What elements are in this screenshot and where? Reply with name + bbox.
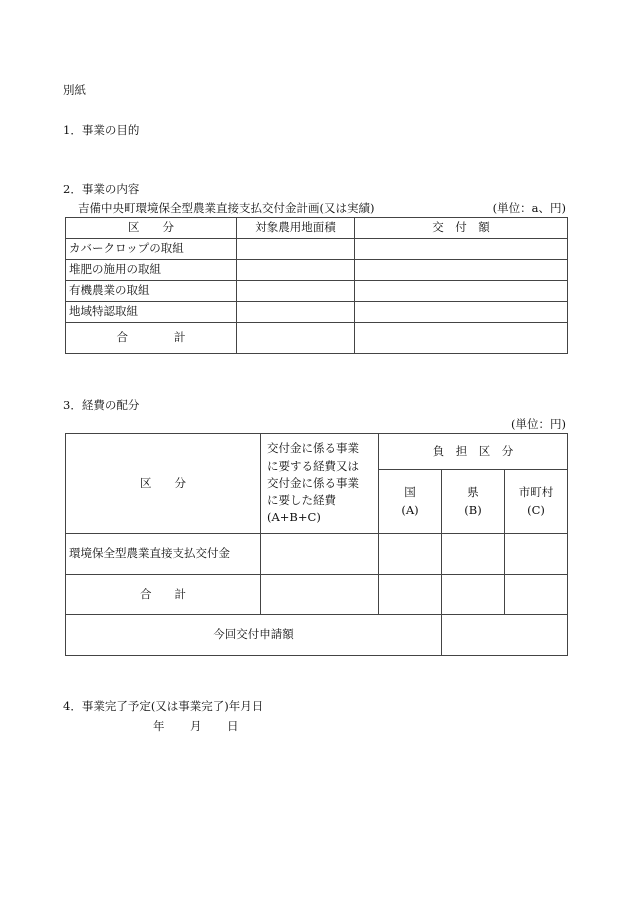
- burden-column-national: [379, 470, 442, 534]
- table-row: [66, 281, 568, 302]
- date-year: 年: [153, 719, 165, 733]
- attachment-label: 別紙: [63, 83, 86, 97]
- expense-cell: [261, 575, 379, 615]
- expense-cell: [442, 575, 505, 615]
- expense-cell: [442, 534, 505, 575]
- row-label: 堆肥の施用の取組: [66, 260, 237, 281]
- section3-heading: 3．経費の配分: [63, 398, 140, 412]
- expense-header-amount: [261, 434, 379, 534]
- area-cell: [237, 281, 355, 302]
- expense-header-line: 交付金に係る事業: [267, 475, 359, 490]
- expense-cell: [505, 575, 568, 615]
- section2-heading: 2．事業の内容: [63, 182, 140, 196]
- expense-header-line: に要する経費又は: [267, 458, 359, 473]
- burden-name: 国: [404, 485, 416, 500]
- burden-code: (B): [464, 502, 482, 517]
- amount-cell: [355, 239, 568, 260]
- section3-unit: (単位：円): [511, 417, 566, 431]
- request-amount-cell: [442, 615, 568, 656]
- expense-header-line: に要した経費: [267, 493, 336, 508]
- area-cell: [237, 302, 355, 323]
- total-area-cell: [237, 323, 355, 354]
- burden-name: 市町村: [518, 485, 554, 500]
- request-label: 今回交付申請額: [66, 615, 442, 656]
- header-amount: 交 付 額: [355, 218, 568, 239]
- expense-table: [65, 433, 568, 656]
- burden-header: 負 担 区 分: [379, 434, 568, 470]
- request-row: [66, 615, 568, 656]
- section4-heading: 4．事業完了予定(又は事業完了)年月日: [63, 699, 264, 713]
- expense-row-label: 環境保全型農業直接支払交付金: [66, 534, 261, 575]
- table-row: [66, 260, 568, 281]
- section2-unit: (単位：a、円): [492, 201, 566, 215]
- expense-cell: [505, 534, 568, 575]
- row-label: 有機農業の取組: [66, 281, 237, 302]
- expense-total-label: 合 計: [66, 575, 261, 615]
- plan-table: [65, 217, 568, 354]
- total-amount-cell: [355, 323, 568, 354]
- table-row: [66, 302, 568, 323]
- row-label: 地域特認取組: [66, 302, 237, 323]
- expense-cell: [261, 534, 379, 575]
- area-cell: [237, 260, 355, 281]
- total-row: [66, 575, 568, 615]
- burden-name: 県: [467, 485, 479, 500]
- expense-cell: [379, 534, 442, 575]
- burden-code: (A): [401, 502, 419, 517]
- expense-header-category: 区 分: [66, 434, 261, 534]
- expense-header-line: 交付金に係る事業: [267, 441, 359, 456]
- table-row: [66, 534, 568, 575]
- header-category: 区 分: [66, 218, 237, 239]
- section2-table-title: 吉備中央町環境保全型農業直接支払交付金計画(又は実績): [78, 201, 375, 215]
- amount-cell: [355, 260, 568, 281]
- expense-cell: [379, 575, 442, 615]
- expense-header-line: (A+B+C): [267, 510, 321, 525]
- total-label: 合 計: [66, 323, 237, 354]
- total-row: [66, 323, 568, 354]
- date-day: 日: [227, 719, 239, 733]
- burden-column-prefecture: [442, 470, 505, 534]
- amount-cell: [355, 281, 568, 302]
- burden-column-municipality: [505, 470, 568, 534]
- date-month: 月: [190, 719, 202, 733]
- row-label: カバークロップの取組: [66, 239, 237, 260]
- amount-cell: [355, 302, 568, 323]
- burden-code: (C): [527, 502, 545, 517]
- table-row: [66, 239, 568, 260]
- header-area: 対象農用地面積: [237, 218, 355, 239]
- section1-heading: 1．事業の目的: [63, 123, 140, 137]
- area-cell: [237, 239, 355, 260]
